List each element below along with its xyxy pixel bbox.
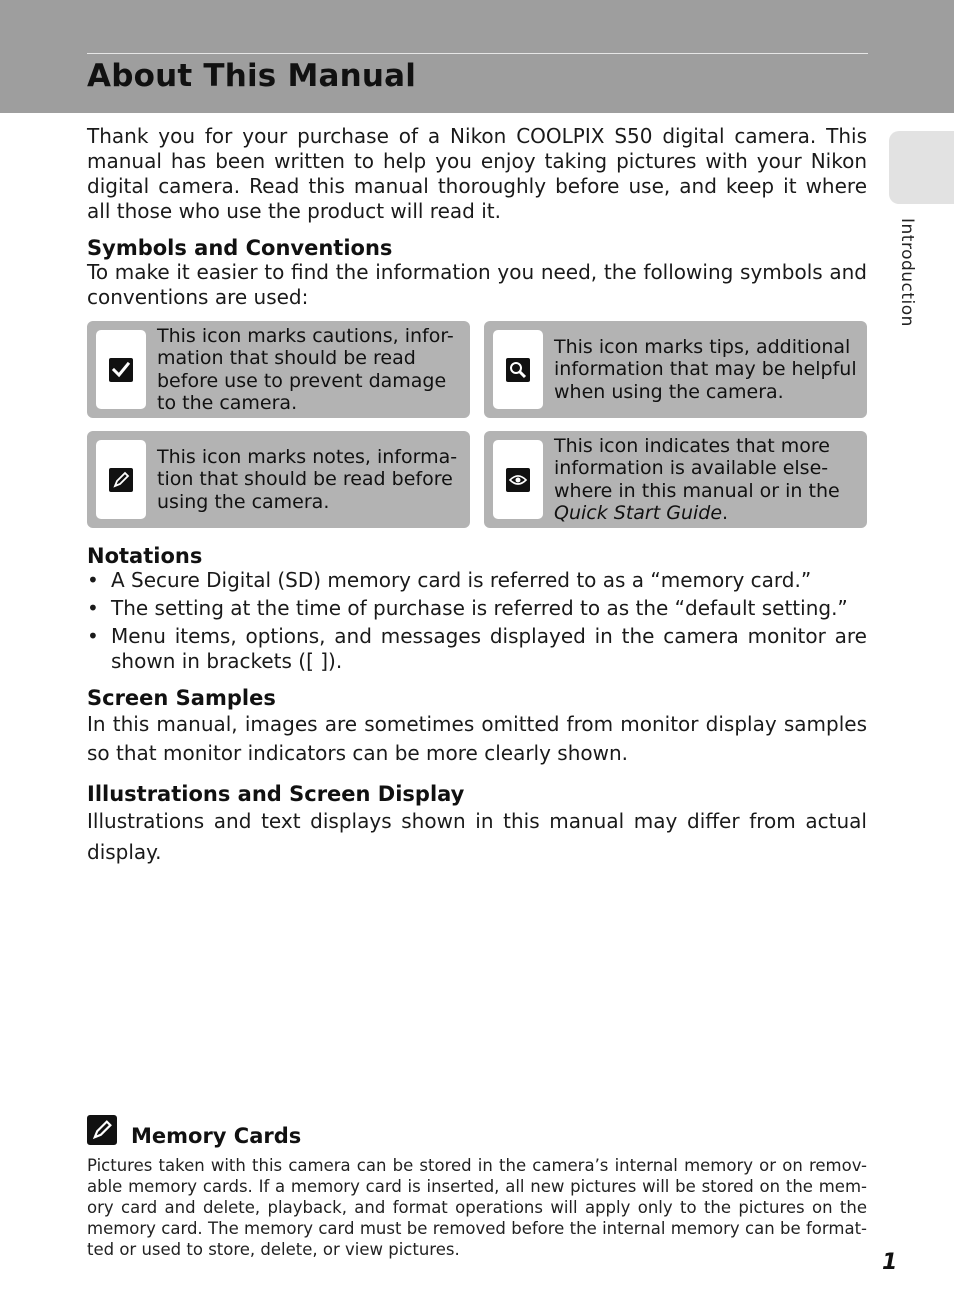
list-item-text: A Secure Digital (SD) memory card is referred to as a “memory card.” (111, 568, 812, 592)
symbol-desc-note: This icon marks notes, informa-tion that should be read before using the camera. (157, 445, 458, 513)
symbol-desc-reference-text: This icon indicates that more information is available else-where in this manual or in the (554, 434, 840, 502)
symbols-paragraph: To make it easier to find the information you need, the following symbols and conventions are used: (87, 260, 867, 309)
symbol-tile (493, 330, 543, 409)
symbol-box-reference (484, 431, 867, 528)
symbol-desc-reference (554, 435, 867, 525)
page-number: 1 (882, 1250, 898, 1275)
symbol-grid (87, 321, 867, 528)
memory-cards-note (87, 1115, 867, 1260)
header-band (0, 0, 954, 113)
symbol-box-note (87, 431, 470, 528)
header-rule (87, 53, 868, 54)
symbol-tile (96, 440, 146, 519)
screen-samples-heading: Screen Samples (87, 686, 276, 710)
memory-cards-text: Pictures taken with this camera can be stored in the camera’s internal memory or on remov-able memory cards. If a memory card is inserted, all new pictures will be stored on the mem-ory card and delete, playback, and format operations will apply only to the pictures on the memory card. The memory card must be removed before the internal memory can be format-ted or used to store, delete, or view pictures. (87, 1156, 867, 1259)
symbol-box-caution (87, 321, 470, 418)
notations-list (87, 568, 867, 674)
tip-magnifier-icon (506, 358, 530, 382)
list-item-text: The setting at the time of purchase is referred to as the “default setting.” (111, 596, 848, 620)
pencil-icon (109, 468, 133, 492)
list-item (87, 624, 867, 674)
list-item (87, 596, 867, 621)
illustrations-heading: Illustrations and Screen Display (87, 782, 465, 806)
memory-cards-header (87, 1115, 867, 1148)
symbol-desc-reference-suffix: . (722, 502, 729, 524)
side-tab (889, 131, 954, 204)
bullet: • (87, 624, 99, 648)
notations-heading: Notations (87, 544, 203, 568)
eye-icon (506, 468, 530, 492)
list-item-text: Menu items, options, and messages displayed in the camera monitor are shown in brackets ([ ]). (111, 624, 867, 673)
intro-paragraph: Thank you for your purchase of a Nikon COOLPIX S50 digital camera. This manual has been written to help you enjoy taking pictures with your Nikon digital camera. Read this manual thoroughly before use, and keep it where all those who use the product will read it. (87, 124, 867, 223)
symbol-tile (96, 330, 146, 409)
main-content (87, 124, 867, 868)
side-tab-label: Introduction (897, 218, 917, 327)
symbols-heading: Symbols and Conventions (87, 236, 393, 260)
quick-start-guide-title: Quick Start Guide (554, 502, 723, 524)
bullet: • (87, 568, 99, 592)
bullet: • (87, 596, 99, 620)
pencil-icon (87, 1115, 117, 1145)
list-item (87, 568, 867, 593)
screen-samples-paragraph: In this manual, images are sometimes omitted from monitor display samples so that monitor indicators can be more clearly shown. (87, 712, 867, 765)
page-title: About This Manual (87, 58, 417, 94)
illustrations-paragraph: Illustrations and text displays shown in this manual may differ from actual display. (87, 809, 867, 864)
symbol-box-tip (484, 321, 867, 418)
symbol-desc-tip: This icon marks tips, additional information that may be helpful when using the camera. (554, 335, 857, 403)
symbol-desc-caution: This icon marks cautions, infor-mation that should be read before use to prevent damage to the camera. (157, 324, 454, 414)
check-icon (109, 358, 133, 382)
memory-cards-title: Memory Cards (131, 1124, 302, 1148)
symbol-tile (493, 440, 543, 519)
